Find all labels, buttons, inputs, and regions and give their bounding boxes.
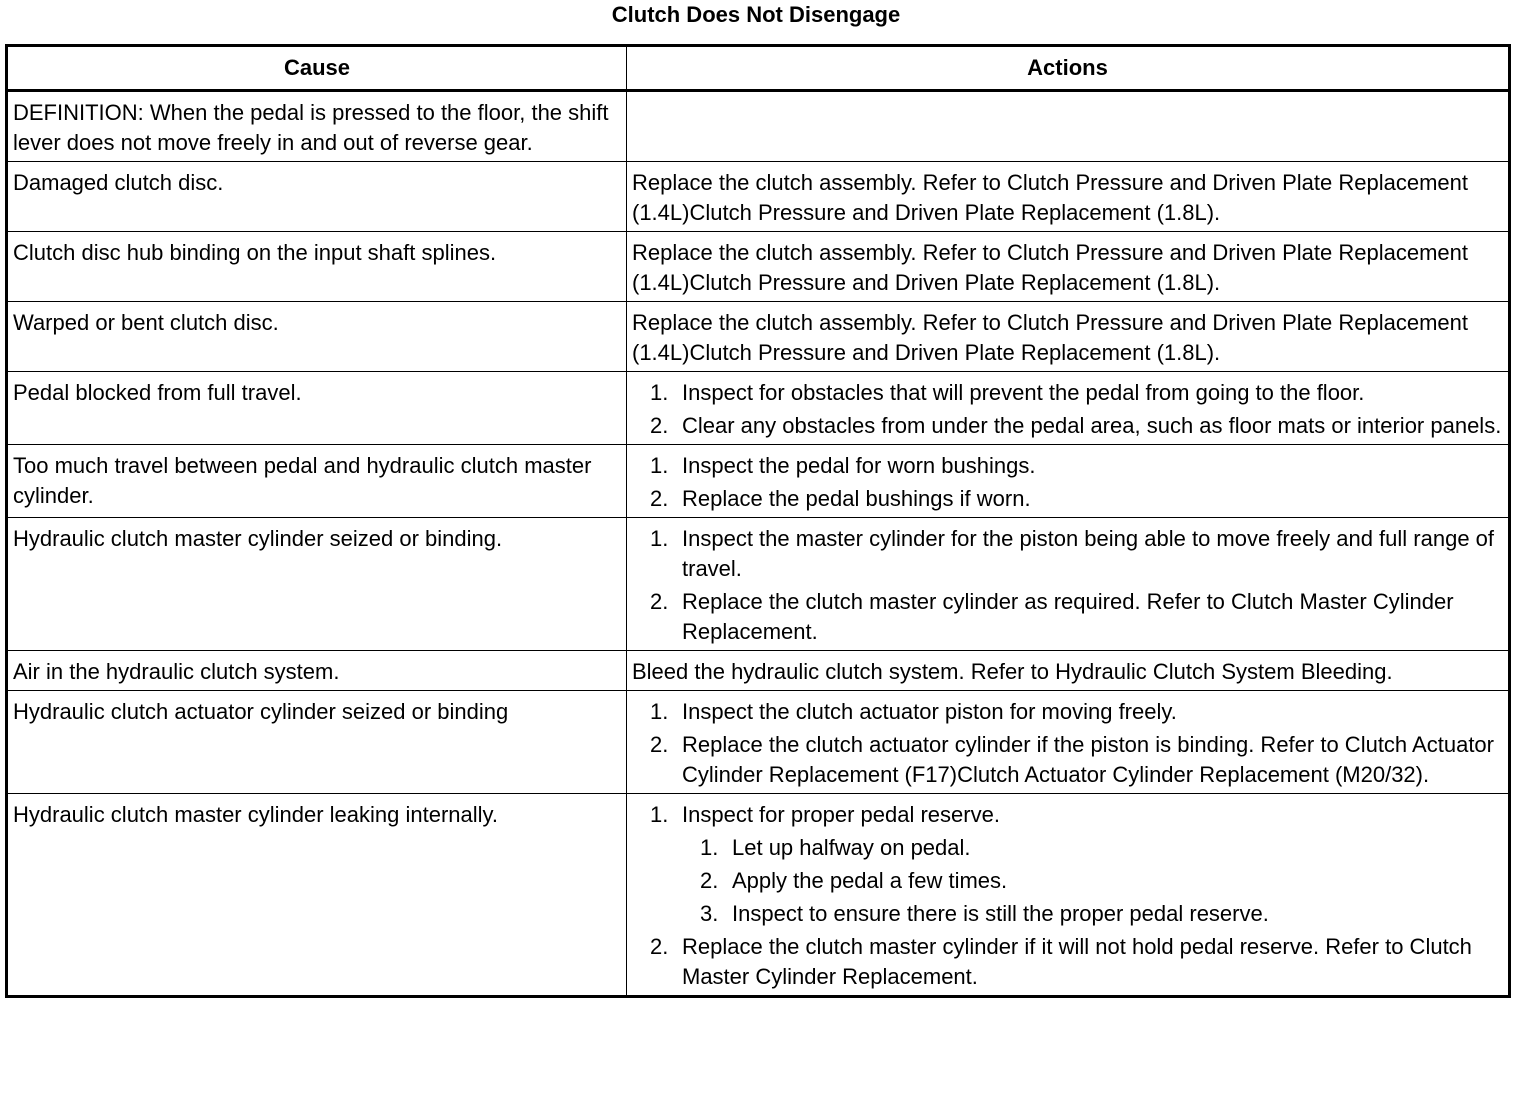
table-row	[7, 651, 1510, 691]
actions-cell	[627, 518, 1510, 651]
action-steps-list	[632, 524, 1502, 647]
step-text: Replace the clutch actuator cylinder if the piston is binding. Refer to Clutch Actuator Cylinder Replacement (F17)Clutch Actuator Cylinder Replacement (M20/32).	[682, 732, 1494, 787]
action-substeps-list	[682, 833, 1502, 929]
step-number: 2.	[650, 413, 669, 438]
action-step	[632, 411, 1502, 441]
action-step	[632, 451, 1502, 481]
step-number: 1.	[650, 802, 669, 827]
action-substep	[682, 833, 1502, 863]
table-row	[7, 794, 1510, 997]
action-step	[632, 587, 1502, 647]
step-text: Replace the clutch master cylinder if it will not hold pedal reserve. Refer to Clutch Master Cylinder Replacement.	[682, 934, 1472, 989]
page-title: Clutch Does Not Disengage	[611, 2, 901, 27]
header-cause: Cause	[7, 46, 627, 91]
step-number: 1.	[650, 526, 669, 551]
substep-number: 1.	[700, 835, 719, 860]
actions-cell	[627, 691, 1510, 794]
table-row	[7, 372, 1510, 445]
step-text: Inspect for obstacles that will prevent the pedal from going to the floor.	[682, 380, 1365, 405]
step-text: Inspect for proper pedal reserve.	[682, 802, 1000, 827]
action-steps-list	[632, 451, 1502, 514]
action-steps-list	[632, 800, 1502, 992]
cause-cell: Pedal blocked from full travel.	[7, 372, 627, 445]
action-step	[632, 697, 1502, 727]
actions-cell: Replace the clutch assembly. Refer to Clutch Pressure and Driven Plate Replacement (1.4L)Clutch Pressure and Driven Plate Replacement (1.8L).	[627, 232, 1510, 302]
step-text: Replace the clutch master cylinder as required. Refer to Clutch Master Cylinder Replacement.	[682, 589, 1454, 644]
table-header-row	[7, 46, 1510, 91]
table-row	[7, 232, 1510, 302]
action-step	[632, 378, 1502, 408]
cause-cell: Air in the hydraulic clutch system.	[7, 651, 627, 691]
diagnostic-table	[5, 44, 1511, 998]
cause-cell: Hydraulic clutch actuator cylinder seized or binding	[7, 691, 627, 794]
step-number: 2.	[650, 934, 669, 959]
action-steps-list	[632, 697, 1502, 790]
actions-cell	[627, 91, 1510, 162]
step-number: 2.	[650, 486, 669, 511]
table-row	[7, 162, 1510, 232]
substep-number: 2.	[700, 868, 719, 893]
step-number: 2.	[650, 732, 669, 757]
step-text: Clear any obstacles from under the pedal area, such as floor mats or interior panels.	[682, 413, 1502, 438]
table-row	[7, 691, 1510, 794]
step-number: 2.	[650, 589, 669, 614]
step-text: Replace the pedal bushings if worn.	[682, 486, 1031, 511]
action-step	[632, 524, 1502, 584]
actions-cell	[627, 372, 1510, 445]
header-actions: Actions	[627, 46, 1510, 91]
cause-cell: Damaged clutch disc.	[7, 162, 627, 232]
action-step	[632, 800, 1502, 929]
actions-cell: Replace the clutch assembly. Refer to Clutch Pressure and Driven Plate Replacement (1.4L)Clutch Pressure and Driven Plate Replacement (1.8L).	[627, 302, 1510, 372]
step-number: 1.	[650, 380, 669, 405]
actions-cell	[627, 445, 1510, 518]
action-step	[632, 932, 1502, 992]
actions-cell: Bleed the hydraulic clutch system. Refer to Hydraulic Clutch System Bleeding.	[627, 651, 1510, 691]
action-substep	[682, 866, 1502, 896]
step-number: 1.	[650, 699, 669, 724]
cause-cell: Hydraulic clutch master cylinder seized or binding.	[7, 518, 627, 651]
step-text: Inspect the clutch actuator piston for moving freely.	[682, 699, 1177, 724]
step-text: Inspect the master cylinder for the piston being able to move freely and full range of travel.	[682, 526, 1495, 581]
actions-cell: Replace the clutch assembly. Refer to Clutch Pressure and Driven Plate Replacement (1.4L)Clutch Pressure and Driven Plate Replacement (1.8L).	[627, 162, 1510, 232]
action-steps-list	[632, 378, 1502, 441]
action-substep	[682, 899, 1502, 929]
table-row	[7, 91, 1510, 162]
action-step	[632, 730, 1502, 790]
substep-text: Apply the pedal a few times.	[732, 868, 1008, 893]
cause-cell: DEFINITION: When the pedal is pressed to the floor, the shift lever does not move freely in and out of reverse gear.	[7, 91, 627, 162]
actions-cell	[627, 794, 1510, 997]
action-step	[632, 484, 1502, 514]
table-row	[7, 445, 1510, 518]
step-text: Inspect the pedal for worn bushings.	[682, 453, 1036, 478]
cause-cell: Warped or bent clutch disc.	[7, 302, 627, 372]
table-row	[7, 518, 1510, 651]
cause-cell: Hydraulic clutch master cylinder leaking internally.	[7, 794, 627, 997]
substep-text: Inspect to ensure there is still the proper pedal reserve.	[732, 901, 1269, 926]
cause-cell: Clutch disc hub binding on the input shaft splines.	[7, 232, 627, 302]
step-number: 1.	[650, 453, 669, 478]
substep-number: 3.	[700, 901, 719, 926]
substep-text: Let up halfway on pedal.	[732, 835, 971, 860]
table-body	[7, 91, 1510, 997]
table-row	[7, 302, 1510, 372]
cause-cell: Too much travel between pedal and hydraulic clutch master cylinder.	[7, 445, 627, 518]
